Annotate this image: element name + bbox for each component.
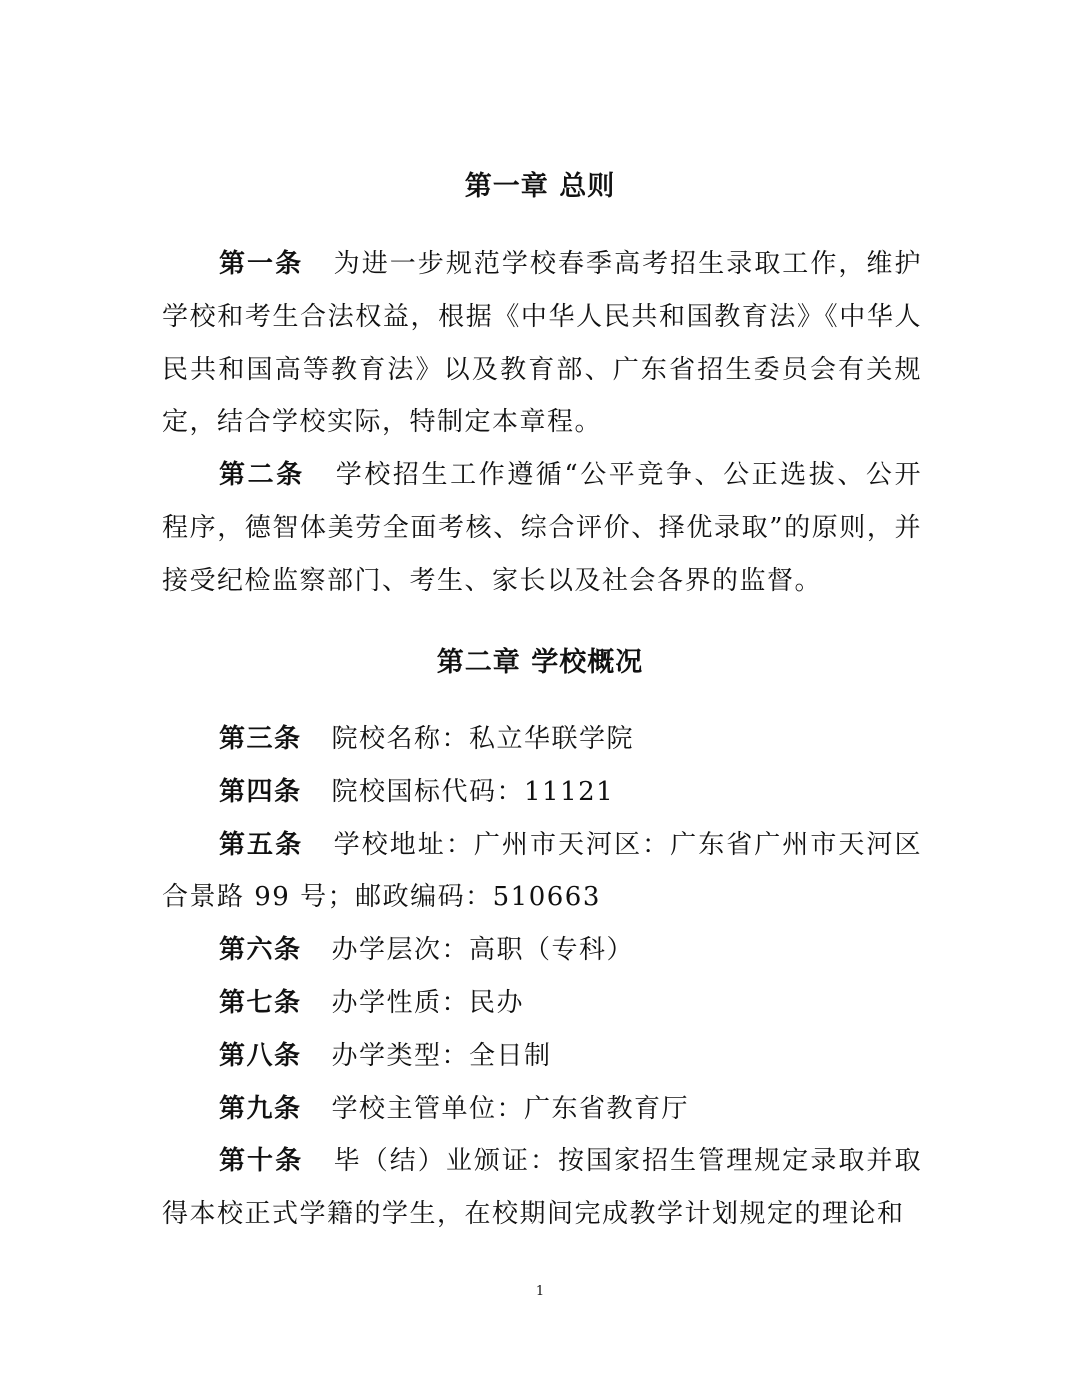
chapter-2-body xyxy=(162,713,922,1241)
article-9 xyxy=(162,1083,922,1136)
article-text: 院校名称：私立华联学院 xyxy=(331,724,635,754)
article-6 xyxy=(162,924,922,977)
article-text: 办学类型：全日制 xyxy=(331,1040,552,1071)
article-label: 第六条 xyxy=(219,935,302,966)
article-label: 第八条 xyxy=(219,1040,302,1071)
article-text: 为进一步规范学校春季高考招生录取工作，维护学校和考生合法权益，根据《中华人民共和国教育法》《中华人民共和国高等教育法》以及教育部、广东省招生委员会有关规定，结合学校实际，特制定本章程。 xyxy=(162,249,922,438)
article-2 xyxy=(162,449,922,607)
article-text: 毕（结）业颁证：按国家招生管理规定录取并取得本校正式学籍的学生，在校期间完成教学计划规定的理论和 xyxy=(162,1146,922,1230)
chapter-1-body xyxy=(162,238,922,608)
article-text: 学校主管单位：广东省教育厅 xyxy=(331,1093,690,1124)
article-text: 学校地址：广州市天河区：广东省广州市天河区合景路 99 号；邮政编码：510663 xyxy=(162,829,922,913)
article-label: 第五条 xyxy=(219,829,304,860)
article-label: 第十条 xyxy=(219,1146,304,1177)
article-label: 第三条 xyxy=(219,724,302,754)
chapter-1-title: 第一章 总则 xyxy=(464,171,616,202)
article-text: 学校招生工作遵循“公平竞争、公正选拔、公开程序，德智体美劳全面考核、综合评价、择优录取”的原则，并接受纪检监察部门、考生、家长以及社会各界的监督。 xyxy=(162,460,922,596)
page-number: 1 xyxy=(535,1284,545,1299)
article-label: 第一条 xyxy=(219,249,304,279)
article-3 xyxy=(162,713,922,766)
chapter-2-title: 第二章 学校概况 xyxy=(436,647,644,678)
article-8 xyxy=(162,1030,922,1083)
article-text: 院校国标代码：11121 xyxy=(331,776,615,807)
article-4 xyxy=(162,766,922,819)
article-label: 第四条 xyxy=(219,776,302,807)
article-text: 办学层次：高职（专科） xyxy=(331,935,635,966)
article-10 xyxy=(162,1135,922,1241)
article-label: 第九条 xyxy=(219,1093,302,1124)
article-5 xyxy=(162,819,922,925)
article-label: 第七条 xyxy=(219,987,302,1018)
article-7 xyxy=(162,977,922,1030)
article-label: 第二条 xyxy=(219,460,305,491)
article-1 xyxy=(162,238,922,449)
article-text: 办学性质：民办 xyxy=(331,987,525,1018)
